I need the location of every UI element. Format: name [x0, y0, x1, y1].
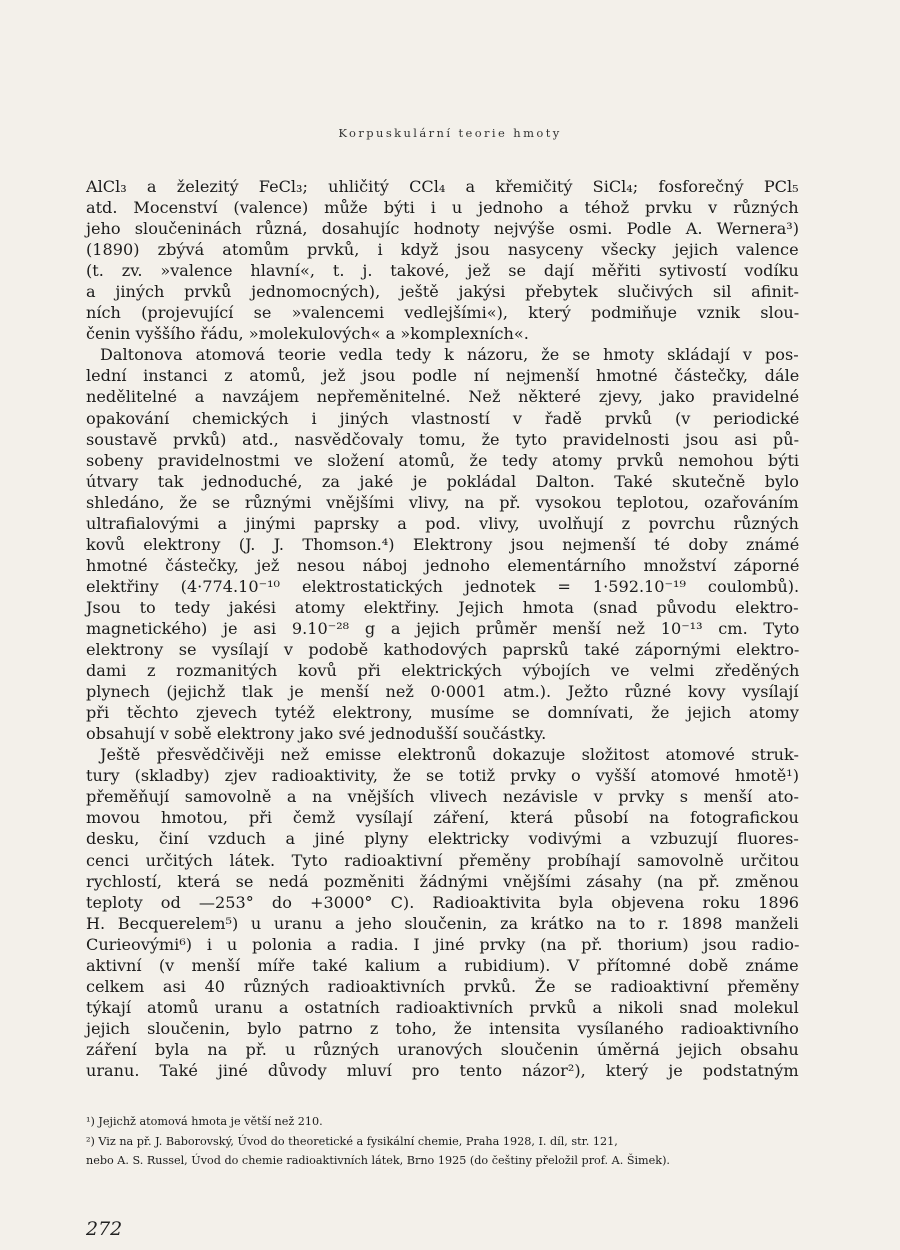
text-line: movou hmotou, při čemž vysílají záření, která působí na fotografickou: [86, 808, 799, 828]
text-line: obsahují v sobě elektrony jako své jednodušší součástky.: [86, 724, 547, 744]
text-line: (1890) zbývá atomům prvků, i když jsou nasyceny všecky jejich valence: [86, 240, 799, 260]
text-line: dami z rozmanitých kovů při elektrických výbojích ve velmi zředěných: [86, 661, 800, 681]
text-line: teploty od —253° do +3000° C). Radioaktivita byla objevena roku 1896: [86, 892, 800, 912]
text-line: přeměňují samovolně a na vnějších vlivech nezávisle v prvky s menší ato-: [86, 787, 799, 807]
text-line: jejich sloučenin, bylo patrno z toho, že intensita vysílaného radioaktivního: [86, 1018, 799, 1038]
text-line: rychlostí, která se nedá pozměniti žádnými vnějšími zásahy (na př. změnou: [86, 871, 799, 891]
text-line: a jiných prvků jednomocných), ještě jakýsi přebytek slučivých sil afinit-: [86, 282, 799, 302]
text-line: atd. Mocenství (valence) může býti i u jednoho a téhož prvku v různých: [86, 198, 799, 218]
text-line: Ještě přesvědčivěji než emisse elektronů dokazuje složitost atomové struk-: [100, 745, 799, 765]
text-line: ních (projevující se »valencemi vedlejšími«), který podmiňuje vznik slou-: [86, 303, 800, 323]
text-line: Curieovými⁶) i u polonia a radia. I jiné prvky (na př. thorium) jsou radio-: [86, 934, 800, 954]
text-line: Jsou to tedy jakési atomy elektřiny. Jejich hmota (snad původu elektro-: [86, 597, 799, 617]
text-line: útvary tak jednoduché, za jaké je pokládal Dalton. Také skutečně bylo: [86, 471, 799, 491]
page-number: 272: [86, 1218, 123, 1240]
text-line: ultrafialovými a jinými paprsky a pod. vlivy, uvolňují z povrchu různých: [86, 513, 799, 533]
text-line: elektrony se vysílají v podobě kathodových paprsků také zápornými elektro-: [86, 640, 800, 660]
footnote-1: ¹) Jejichž atomová hmota je větší než 210.: [86, 1115, 323, 1128]
text-line: H. Becquerelem⁵) u uranu a jeho sloučenin, za krátko na to r. 1898 manželi: [86, 913, 799, 933]
body-text: [86, 176, 799, 1081]
text-line: opakování chemických i jiných vlastností v řadě prvků (v periodické: [86, 408, 800, 428]
text-line: týkají atomů uranu a ostatních radioaktivních prvků a nikoli snad molekul: [86, 997, 799, 1017]
text-line: sobeny pravidelnostmi ve složení atomů, že tedy atomy prvků nemohou býti: [86, 450, 800, 470]
text-line: tury (skladby) zjev radioaktivity, že se totiž prvky o vyšší atomové hmotě¹): [86, 766, 800, 786]
text-line: lední instanci z atomů, jež jsou podle ní nejmenší hmotné částečky, dále: [86, 366, 800, 386]
footnote-2-continued: nebo A. S. Russel, Úvod do chemie radioaktivních látek, Brno 1925 (do češtiny přeložil prof. A. Šimek).: [86, 1154, 670, 1167]
footnotes: [86, 1112, 799, 1171]
text-line: plynech (jejichž tlak je menší než 0·0001 atm.). Ježto různé kovy vysílají: [86, 682, 799, 702]
text-line: (t. zv. »valence hlavní«, t. j. takové, jež se dají měřiti sytivostí vodíku: [86, 261, 799, 281]
text-line: jeho sloučeninách různá, dosahujíc hodnoty nejvýše osmi. Podle A. Wernera³): [86, 219, 800, 239]
footnote-2: ²) Viz na př. J. Baborovský, Úvod do theoretické a fysikální chemie, Praha 1928, I. díl, str. 121,: [86, 1134, 618, 1148]
text-line: Daltonova atomová teorie vedla tedy k názoru, že se hmoty skládají v pos-: [100, 345, 799, 365]
text-line: desku, činí vzduch a jiné plyny elektricky vodivými a vzbuzují fluores-: [86, 829, 799, 849]
running-header: Korpuskulární teorie hmoty: [338, 126, 562, 140]
text-line: celkem asi 40 různých radioaktivních prvků. Že se radioaktivní přeměny: [86, 976, 800, 996]
text-line: nedělitelné a navzájem nepřeměnitelné. Než některé zjevy, jako pravidelné: [86, 387, 800, 407]
text-line: uranu. Také jiné důvody mluví pro tento názor²), který je podstatným: [86, 1060, 799, 1080]
text-line: soustavě prvků) atd., nasvědčovaly tomu, že tyto pravidelnosti jsou asi pů-: [86, 429, 800, 449]
text-line: aktivní (v menší míře také kalium a rubidium). V přítomné době známe: [86, 955, 799, 975]
text-line: při těchto zjevech tytéž elektrony, musíme se domnívati, že jejich atomy: [86, 703, 799, 723]
text-line: záření byla na př. u různých uranových sloučenin úměrná jejich obsahu: [86, 1039, 799, 1059]
text-line: hmotné částečky, jež nesou náboj jednoho elementárního množství záporné: [86, 555, 800, 575]
text-line: AlCl₃ a železitý FeCl₃; uhličitý CCl₄ a křemičitý SiCl₄; fosforečný PCl₅: [86, 177, 799, 196]
text-line: kovů elektrony (J. J. Thomson.⁴) Elektrony jsou nejmenší té doby známé: [86, 534, 800, 554]
text-line: elektřiny (4·774.10⁻¹⁰ elektrostatických jednotek = 1·592.10⁻¹⁹ coulombů).: [86, 576, 800, 596]
text-line: shledáno, že se různými vnějšími vlivy, na př. vysokou teplotou, ozařováním: [86, 492, 799, 512]
text-line: čenin vyššího řádu, »molekulových« a »komplexních«.: [86, 324, 529, 344]
text-line: cenci určitých látek. Tyto radioaktivní přeměny probíhají samovolně určitou: [86, 850, 800, 870]
text-line: magnetického) je asi 9.10⁻²⁸ g a jejich průměr menší než 10⁻¹³ cm. Tyto: [86, 618, 800, 638]
